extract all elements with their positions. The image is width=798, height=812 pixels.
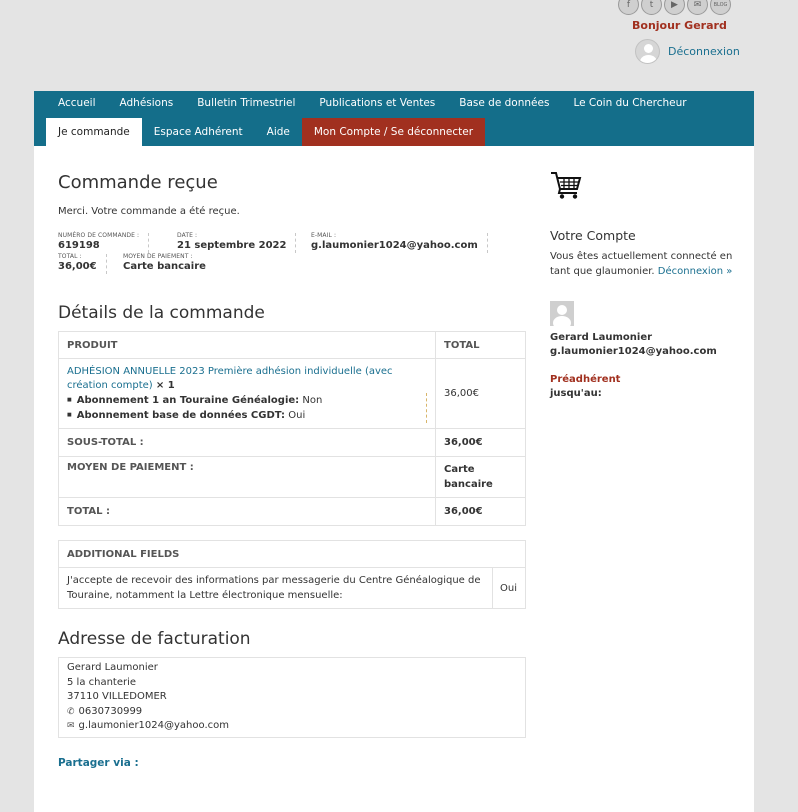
facebook-icon[interactable]: f [618, 0, 639, 15]
user-name: Gerard Laumonier [550, 332, 653, 343]
product-qty: × 1 [155, 379, 175, 391]
billing-phone: 0630730999 [78, 705, 143, 717]
subtotal-value: 36,00€ [436, 429, 526, 457]
order-payment: MOYEN DE PAIEMENT : Carte bancaire [123, 253, 206, 272]
col-product: PRODUIT [59, 332, 436, 359]
billing-phone-row [67, 705, 517, 720]
user-avatar [550, 301, 574, 326]
membership-until: jusqu'au: [550, 388, 602, 399]
billing-city: 37110 VILLEDOMER [67, 691, 167, 703]
nav-coin-chercheur[interactable]: Le Coin du Chercheur [573, 97, 687, 109]
user-email: g.laumonier1024@yahoo.com [550, 346, 717, 357]
nav-mon-compte[interactable]: Mon Compte / Se déconnecter [302, 118, 485, 146]
table-row [59, 429, 526, 457]
billing-street: 5 la chanterie [67, 676, 137, 688]
nav-je-commande[interactable]: Je commande [46, 118, 142, 146]
page-title: Commande reçue [58, 172, 218, 193]
subtotal-label: SOUS-TOTAL : [59, 429, 436, 457]
social-links [618, 0, 731, 15]
product-total: 36,00€ [436, 359, 526, 429]
total-value: 36,00€ [436, 498, 526, 526]
table-row [59, 498, 526, 526]
cart-icon[interactable] [550, 170, 582, 200]
billing-email-row [67, 719, 517, 734]
billing-name: Gerard Laumonier [67, 662, 158, 673]
payment-label: MOYEN DE PAIEMENT : [59, 457, 436, 498]
table-row [59, 457, 526, 498]
product-link[interactable]: ADHÉSION ANNUELLE 2023 Première adhésion individuelle (avec création compte) [67, 365, 393, 391]
nav-bulletin[interactable]: Bulletin Trimestriel [197, 97, 296, 109]
order-email: E-MAIL : g.laumonier1024@yahoo.com [311, 232, 478, 251]
order-details-table [58, 331, 526, 526]
account-info: Vous êtes actuellement connecté en tant que glaumonier. Déconnexion » [550, 251, 733, 277]
details-heading: Détails de la commande [58, 303, 265, 323]
greeting: Bonjour Gerard [632, 19, 727, 32]
order-confirmation-text: Merci. Votre commande a été reçue. [58, 206, 240, 217]
nav-publications[interactable]: Publications et Ventes [319, 97, 436, 109]
content-card [34, 146, 754, 812]
youtube-icon[interactable]: ▶ [664, 0, 685, 15]
sidebar-logout-link[interactable]: Déconnexion » [657, 266, 733, 277]
billing-heading: Adresse de facturation [58, 629, 251, 649]
account-widget-title: Votre Compte [550, 228, 636, 243]
user-menu [635, 39, 740, 64]
billing-address [58, 657, 526, 738]
table-row [59, 359, 526, 429]
col-total: TOTAL [436, 332, 526, 359]
nav-adhesions[interactable]: Adhésions [119, 97, 174, 109]
membership-status: Préadhérent [550, 374, 621, 385]
main-navigation [34, 91, 754, 146]
blog-icon[interactable]: BLOG [710, 0, 731, 15]
share-label: Partager via : [58, 757, 139, 769]
envelope-icon: ✉ [67, 721, 75, 732]
phone-icon: ✆ [67, 706, 75, 717]
payment-value: Carte bancaire [436, 457, 526, 498]
nav-aide[interactable]: Aide [266, 126, 290, 138]
consent-answer: Oui [493, 568, 526, 609]
meta-item: ■ Abonnement base de données CGDT: Oui [67, 408, 424, 423]
mail-icon[interactable]: ✉ [687, 0, 708, 15]
total-label: TOTAL : [59, 498, 436, 526]
avatar[interactable] [635, 39, 660, 64]
nav-accueil[interactable]: Accueil [58, 97, 96, 109]
product-meta [67, 393, 427, 423]
twitter-icon[interactable]: t [641, 0, 662, 15]
billing-email: g.laumonier1024@yahoo.com [78, 720, 229, 732]
nav-espace-adherent[interactable]: Espace Adhérent [153, 126, 243, 138]
user-identity [550, 331, 717, 359]
additional-heading: ADDITIONAL FIELDS [59, 541, 526, 568]
order-total: TOTAL : 36,00€ [58, 253, 97, 272]
order-date: DATE : 21 septembre 2022 [177, 232, 287, 251]
table-row [59, 568, 526, 609]
logout-link[interactable]: Déconnexion [668, 45, 740, 58]
consent-question: J'accepte de recevoir des informations par messagerie du Centre Généalogique de Touraine, notamment la Lettre électronique mensuelle: [59, 568, 493, 609]
nav-base-donnees[interactable]: Base de données [459, 97, 550, 109]
meta-item: ■ Abonnement 1 an Touraine Généalogie: Non [67, 393, 424, 408]
order-number: NUMÉRO DE COMMANDE : 619198 [58, 232, 140, 251]
additional-fields-table [58, 540, 526, 609]
